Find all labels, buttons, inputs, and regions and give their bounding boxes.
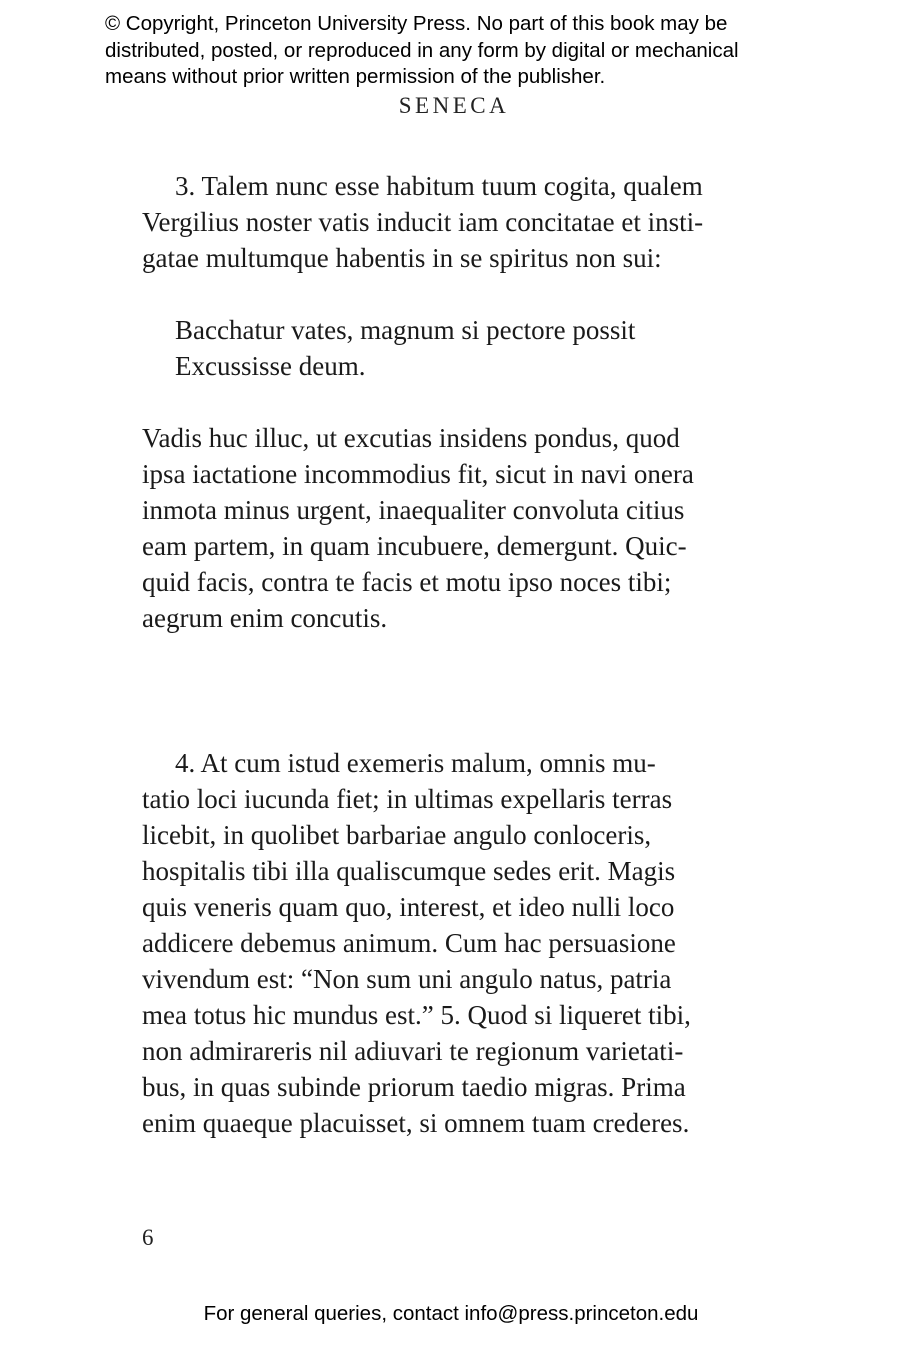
text-line: mea totus hic mundus est.” 5. Quod si liqueret tibi, [142,1000,691,1030]
text-line: bus, in quas subinde priorum taedio migras. Prima [142,1072,686,1102]
text-line: gatae multumque habentis in se spiritus non sui: [142,243,662,273]
text-line: addicere debemus animum. Cum hac persuasione [142,928,676,958]
text-line: Vadis huc illuc, ut excutias insidens pondus, quod [142,423,680,453]
copyright-line: means without prior written permission of the publisher. [105,65,606,88]
text-line: 3. Talem nunc esse habitum tuum cogita, qualem [175,171,703,201]
text-line: non admirareris nil adiuvari te regionum varietati- [142,1036,684,1066]
text-line: quis veneris quam quo, interest, et ideo nulli loco [142,892,675,922]
verse-line: Bacchatur vates, magnum si pectore possit [175,315,636,345]
verse-line: Excussisse deum. [175,351,366,381]
text-line: enim quaeque placuisset, si omnem tuam crederes. [142,1108,690,1138]
text-line: licebit, in quolibet barbariae angulo conloceris, [142,820,652,850]
copyright-notice [105,11,825,91]
text-line: vivendum est: “Non sum uni angulo natus, patria [142,964,672,994]
page-number: 6 [142,1225,154,1250]
section-4-paragraph [142,745,802,1141]
text-line: quid facis, contra te facis et motu ipso noces tibi; [142,567,672,597]
text-line: inmota minus urgent, inaequaliter convoluta citius [142,495,685,525]
footer-contact: For general queries, contact info@press.princeton.edu [203,1302,699,1325]
text-line: ipsa iactatione incommodius fit, sicut in navi onera [142,459,694,489]
text-line: eam partem, in quam incubuere, demergunt. Quic- [142,531,687,561]
running-head: SENECA [398,93,510,118]
text-line: aegrum enim concutis. [142,603,388,633]
verse-quotation [175,312,835,384]
text-line: Vergilius noster vatis inducit iam concitatae et insti- [142,207,704,237]
text-line: 4. At cum istud exemeris malum, omnis mu- [175,748,656,778]
section-3-paragraph [142,168,802,276]
text-line: hospitalis tibi illa qualiscumque sedes erit. Magis [142,856,676,886]
continuation-paragraph [142,420,802,636]
text-line: tatio loci iucunda fiet; in ultimas expellaris terras [142,784,673,814]
copyright-line: distributed, posted, or reproduced in any form by digital or mechanical [105,38,739,62]
copyright-line: © Copyright, Princeton University Press. No part of this book may be [105,12,728,35]
